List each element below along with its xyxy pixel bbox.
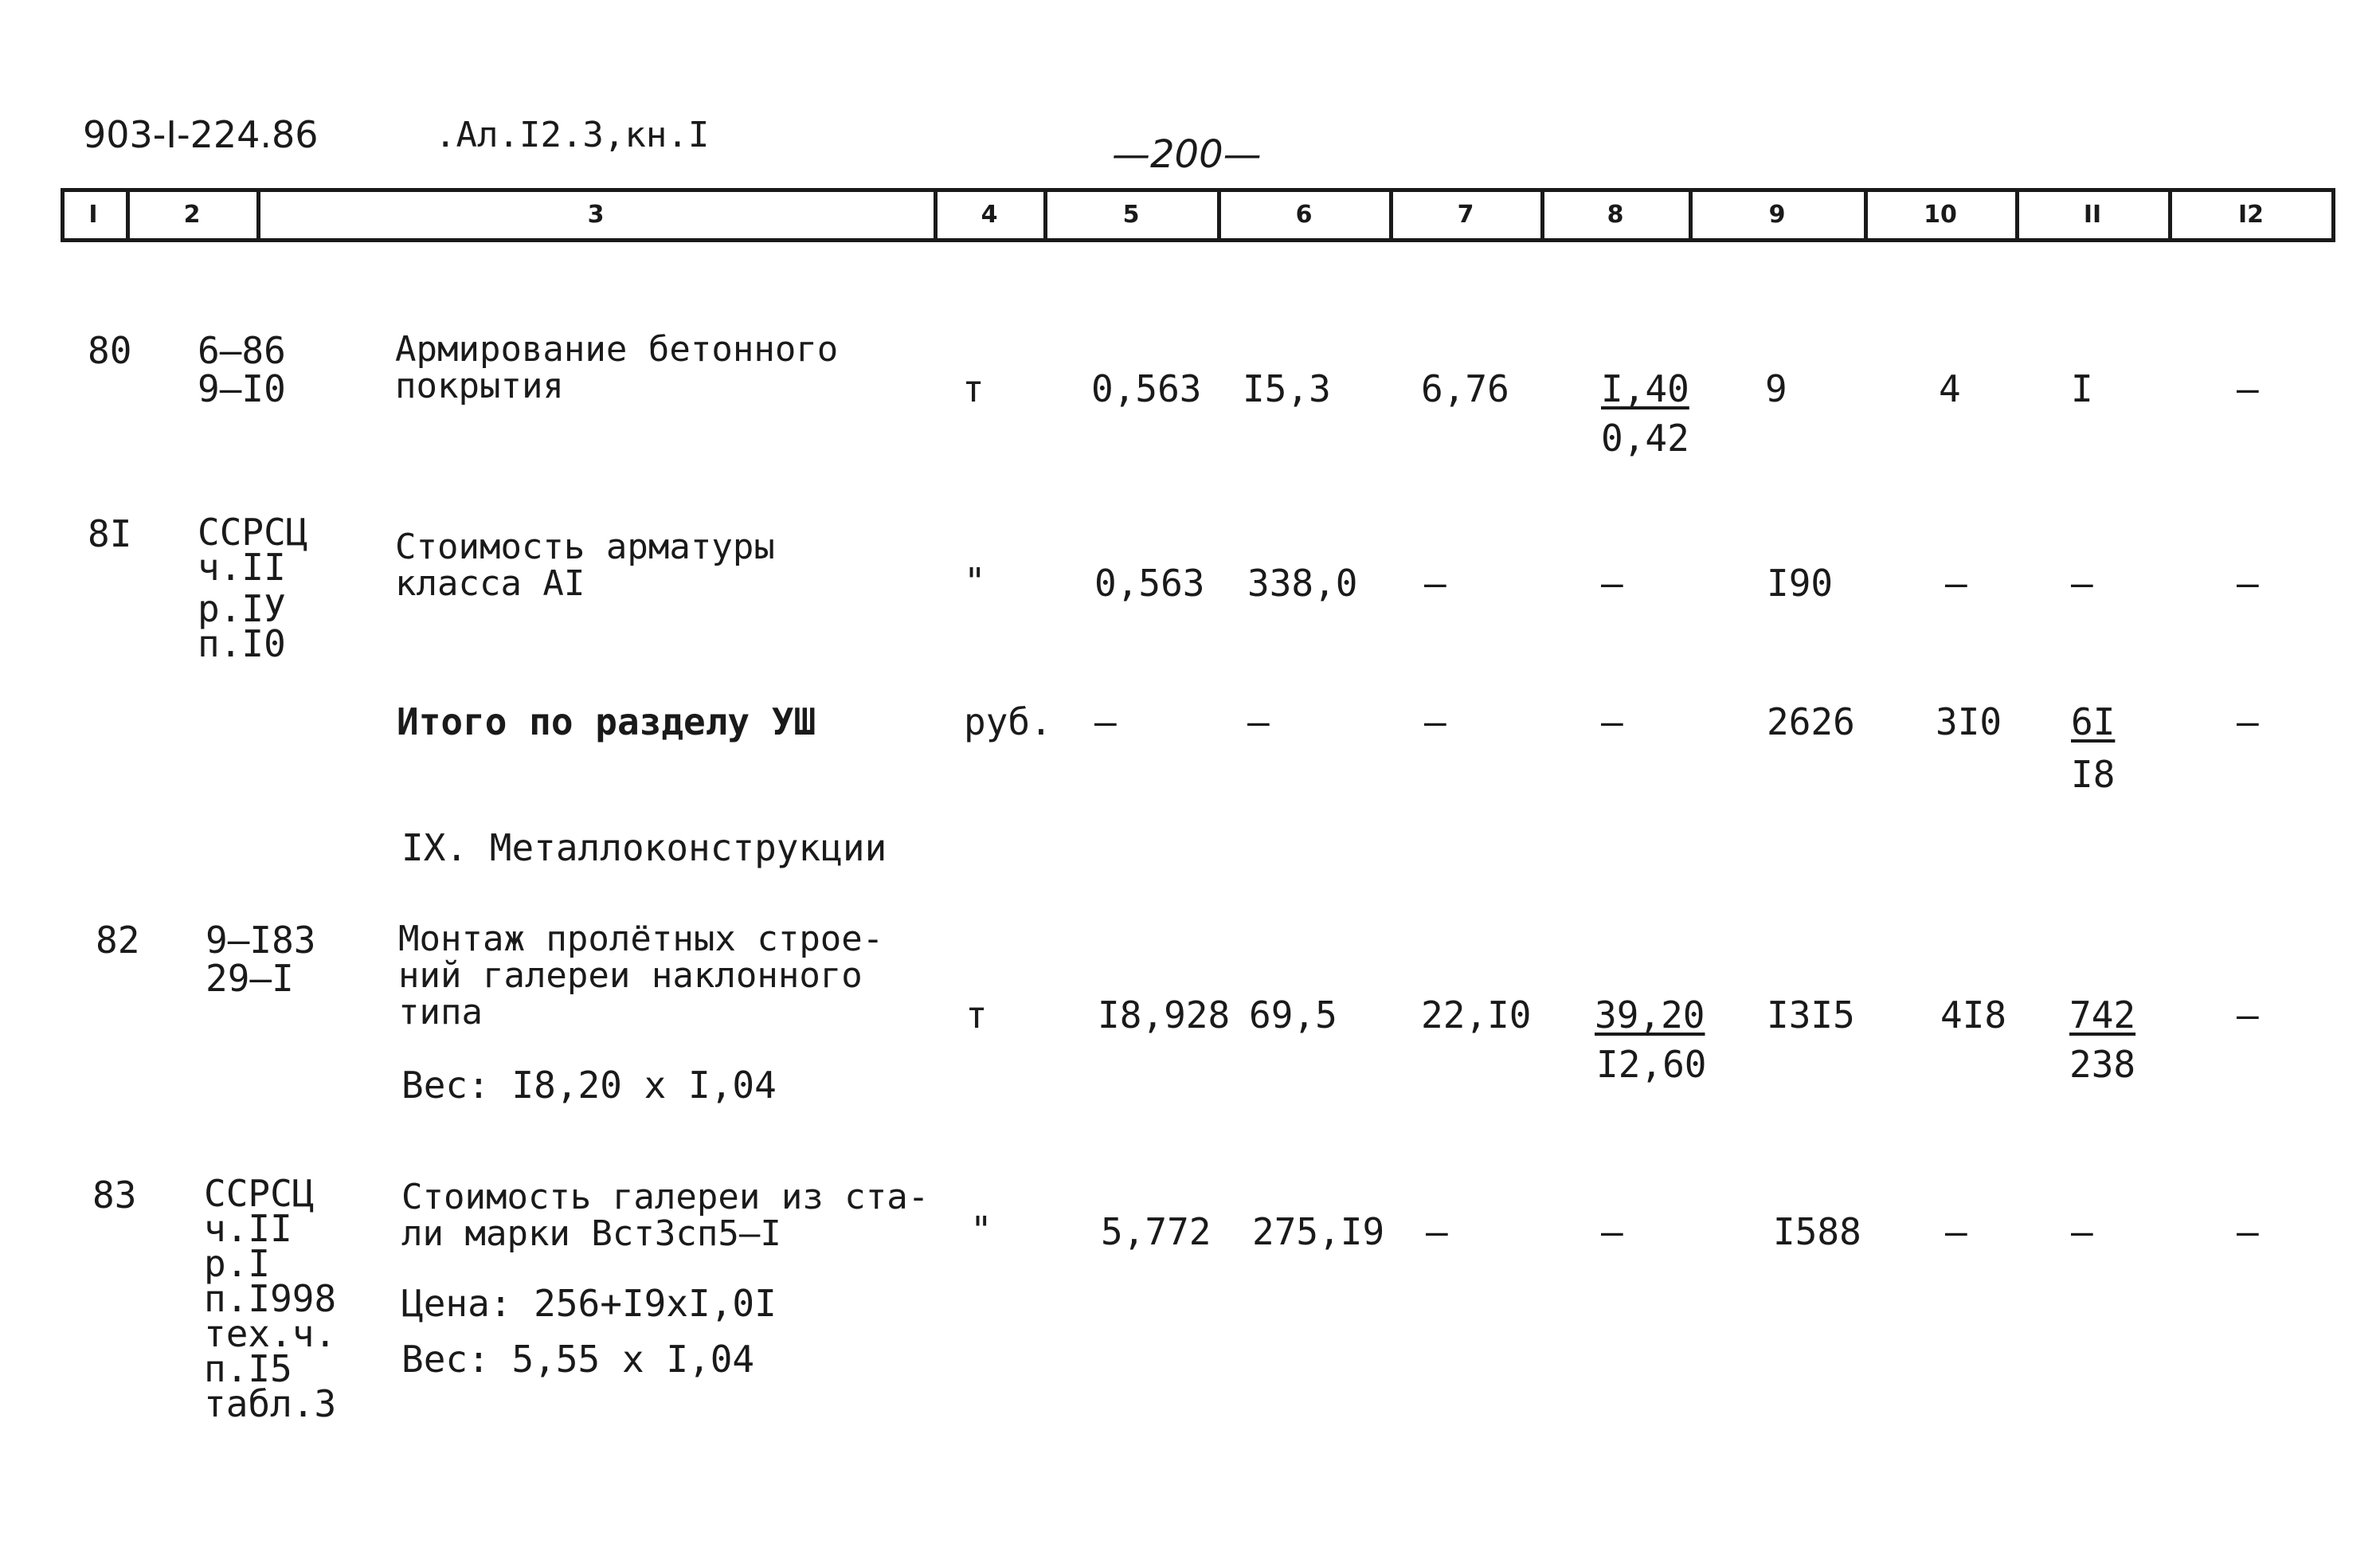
rate-code: ССРСЦ ч.II р.IУ п.I0 <box>198 511 308 665</box>
weight-note: Вес: 5,55 х I,04 <box>401 1338 755 1381</box>
album-reference: .Ал.I2.3,кн.I <box>435 115 710 155</box>
total-machine-wage: I8 <box>2071 753 2116 796</box>
work-description: Стоимость галереи из ста- ли марки ВстЗсп5–I <box>401 1177 930 1254</box>
unit: руб. <box>964 700 1052 743</box>
column-number-3: 3 <box>587 201 605 229</box>
col-12: – <box>2237 993 2259 1037</box>
unit-cost: 275,I9 <box>1252 1210 1385 1253</box>
unit-cost: I5,3 <box>1243 367 1331 410</box>
column-number-4: 4 <box>981 201 998 229</box>
column-number-8: 8 <box>1607 201 1624 229</box>
wage-cost: 22,I0 <box>1421 993 1532 1037</box>
quantity: 0,563 <box>1091 367 1202 410</box>
total-label: Итого по разделу УШ <box>397 700 816 743</box>
total-machine: 6I <box>2071 700 2116 743</box>
total-cost: 2626 <box>1767 700 1855 743</box>
column-number-11: II <box>2083 201 2102 229</box>
row-number: 82 <box>96 919 140 962</box>
total-wage: 3I0 <box>1936 700 2002 743</box>
column-number-2: 2 <box>183 201 201 229</box>
machine-cost: I,40 <box>1601 367 1689 410</box>
row-number: 83 <box>92 1174 137 1217</box>
row-number: 80 <box>88 329 132 372</box>
quantity: – <box>1094 700 1117 743</box>
machine-cost: – <box>1601 562 1623 605</box>
unit-ditto: " <box>970 1209 992 1252</box>
total-wage: 4 <box>1939 367 1961 410</box>
unit-cost: 338,0 <box>1247 562 1358 605</box>
section-heading: IX. Металлоконструкции <box>401 826 887 869</box>
price-note: Цена: 256+I9хI,0I <box>401 1282 777 1325</box>
column-number-10: 10 <box>1924 201 1957 229</box>
wage-cost: – <box>1424 562 1446 605</box>
col-12: – <box>2237 1210 2259 1253</box>
quantity: 0,563 <box>1094 562 1205 605</box>
wage-cost: – <box>1424 700 1446 743</box>
unit-ditto: " <box>964 560 986 603</box>
machine-cost: – <box>1601 1210 1623 1253</box>
total-machine: – <box>2071 1210 2093 1253</box>
wage-cost: – <box>1426 1210 1448 1253</box>
column-number-7: 7 <box>1457 201 1474 229</box>
rate-code: ССРСЦ ч.II р.I п.I998 тех.ч. п.I5 табл.3 <box>204 1172 337 1425</box>
total-machine: I <box>2071 367 2093 410</box>
total-wage: – <box>1945 562 1967 605</box>
total-cost: I3I5 <box>1767 993 1855 1037</box>
column-number-6: 6 <box>1295 201 1313 229</box>
document-code: 903-I-224.86 <box>83 113 319 156</box>
column-number-1: I <box>88 201 98 229</box>
unit-cost: – <box>1247 700 1270 743</box>
machine-cost: 39,20 <box>1595 993 1705 1037</box>
total-cost: 9 <box>1765 367 1787 410</box>
total-machine: – <box>2071 562 2093 605</box>
work-description: Армирование бетонного покрытия <box>395 329 839 406</box>
total-wage: – <box>1945 1210 1967 1253</box>
col-12: – <box>2237 700 2259 743</box>
unit: т <box>965 993 988 1037</box>
work-description: Стоимость арматуры класса АI <box>395 527 775 604</box>
total-wage: 4I8 <box>1940 993 2007 1037</box>
quantity: 5,772 <box>1101 1210 1212 1253</box>
machine-cost: – <box>1601 700 1623 743</box>
quantity: I8,928 <box>1098 993 1231 1037</box>
column-number-5: 5 <box>1122 201 1140 229</box>
unit-cost: 69,5 <box>1249 993 1337 1037</box>
machine-wage: 0,42 <box>1601 417 1689 460</box>
weight-note: Вес: I8,20 х I,04 <box>401 1064 777 1107</box>
rate-code: 9–I83 29–I <box>206 919 316 1000</box>
wage-cost: 6,76 <box>1421 367 1509 410</box>
row-number: 8I <box>88 512 132 555</box>
rate-code: 6–86 9–I0 <box>198 329 286 410</box>
total-cost: I90 <box>1767 562 1834 605</box>
col-12: – <box>2237 562 2259 605</box>
column-number-9: 9 <box>1768 201 1786 229</box>
work-description: Монтаж пролётных строе- ний галереи наклонного типа <box>398 919 884 1033</box>
page-number: —200— <box>1112 132 1262 177</box>
unit: т <box>962 367 984 410</box>
column-number-12: I2 <box>2237 201 2265 229</box>
total-cost: I588 <box>1773 1210 1861 1253</box>
total-machine: 742 <box>2069 993 2136 1037</box>
col-12: – <box>2237 367 2259 410</box>
total-machine-wage: 238 <box>2069 1043 2136 1086</box>
machine-wage: I2,60 <box>1596 1043 1707 1086</box>
